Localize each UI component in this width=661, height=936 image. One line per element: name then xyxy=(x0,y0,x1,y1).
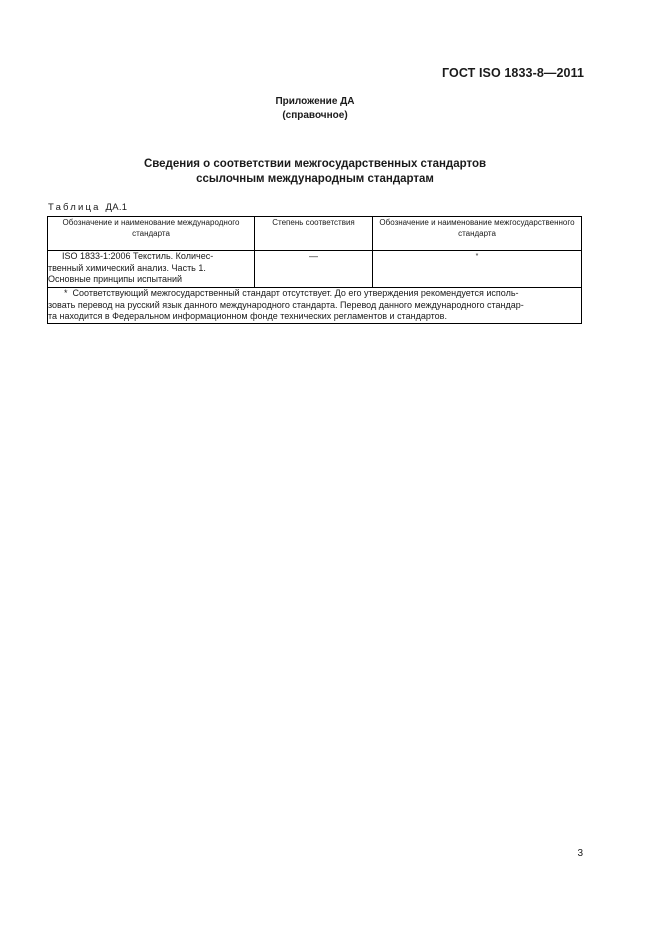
international-standard-line-2: твенный химический анализ. Часть 1. xyxy=(48,262,206,273)
section-title-line-1: Сведения о соответствии межгосударственных стандартов xyxy=(143,158,487,170)
header-degree-of-correspondence: Степень соответствия xyxy=(255,217,373,251)
standards-table xyxy=(47,216,582,324)
footnote-line-1 xyxy=(48,288,581,300)
cell-interstate-standard xyxy=(373,251,582,288)
appendix-title: Приложение ДА xyxy=(275,96,355,107)
interstate-standard-footnote-mark: * xyxy=(475,253,479,260)
table-row xyxy=(48,251,582,288)
table-caption-number: ДА.1 xyxy=(105,202,128,213)
section-title xyxy=(0,157,630,187)
header-interstate-standard: Обозначение и наименование межгосударственного стандарта xyxy=(373,217,582,251)
section-title-line-2: ссылочным международным стандартам xyxy=(196,173,434,185)
header-international-standard: Обозначение и наименование международного стандарта xyxy=(48,217,255,251)
footnote-mark: * xyxy=(64,288,68,298)
table-caption xyxy=(48,202,127,213)
international-standard-line-3: Основные принципы испытаний xyxy=(48,274,183,284)
document-code: ГОСТ ISO 1833-8—2011 xyxy=(441,66,584,80)
cell-international-standard xyxy=(48,251,255,288)
international-standard-line-1: ISO 1833-1:2006 Текстиль. Количес- xyxy=(62,251,214,261)
footnote-line-3: та находится в Федеральном информационном фонде технических регламентов и стандартов. xyxy=(48,311,447,321)
page-number: 3 xyxy=(577,848,583,859)
cell-degree-of-correspondence: — xyxy=(255,251,373,288)
table-caption-word: Таблица xyxy=(48,202,101,213)
footnote-text-1: Соответствующий межгосударственный стандарт отсутствует. До его утверждения рекомендуется исполь- xyxy=(72,288,519,298)
table-header-row xyxy=(48,217,582,251)
footnote-line-2: зовать перевод на русский язык данного международного стандарта. Перевод данного международного стандар- xyxy=(48,299,524,310)
table-footnote xyxy=(48,288,582,324)
table-footnote-row xyxy=(48,288,582,324)
appendix-subtitle: (справочное) xyxy=(282,110,348,121)
